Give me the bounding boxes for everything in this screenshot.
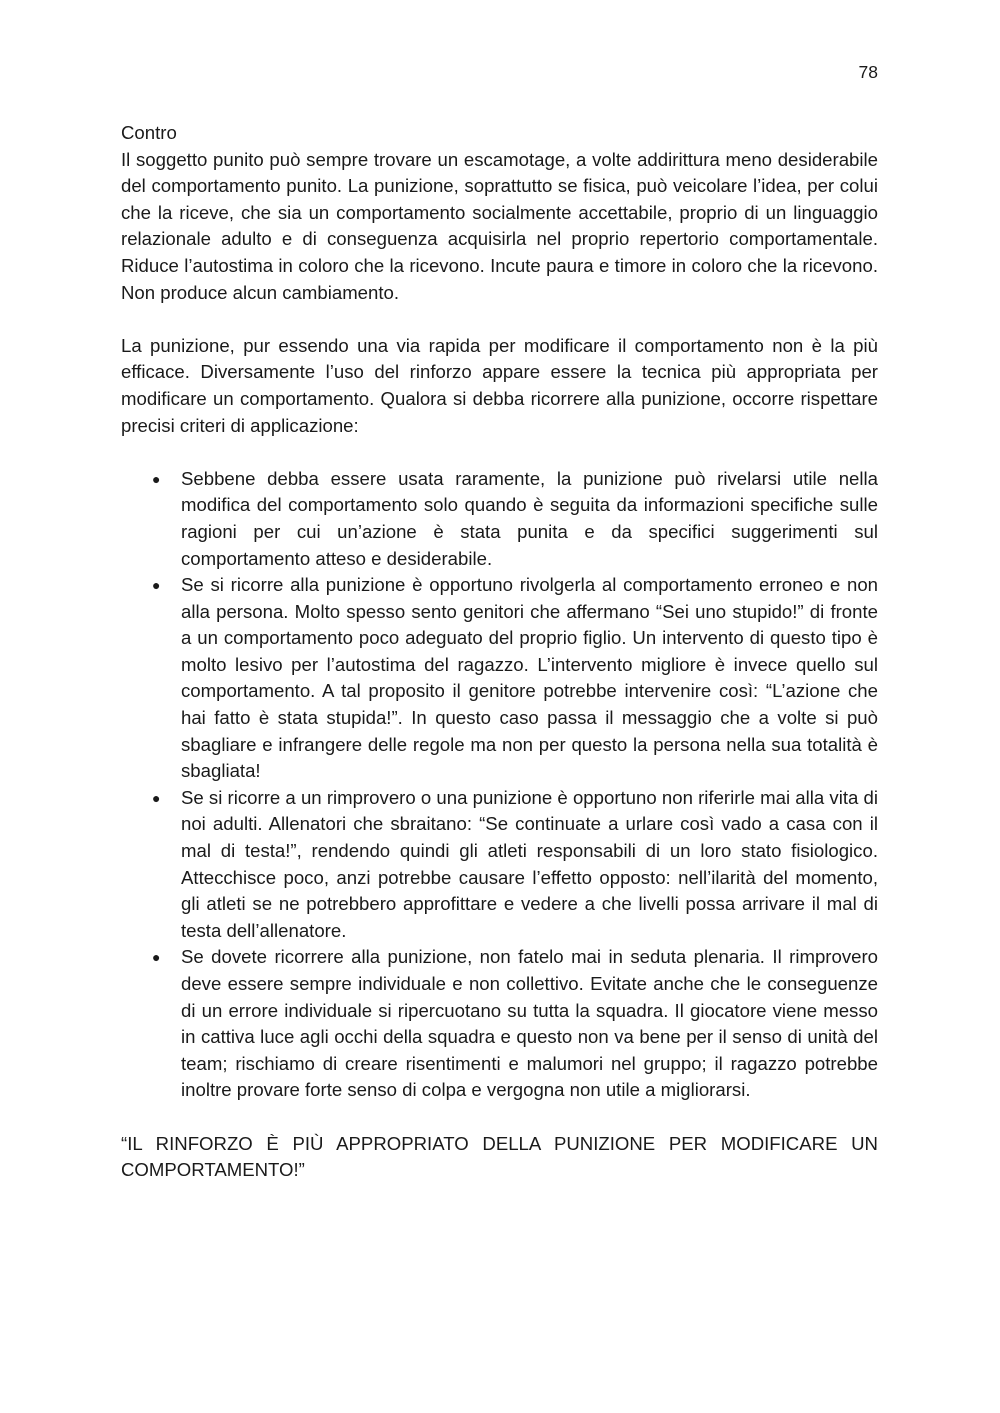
page-content bbox=[121, 120, 878, 1184]
list-item-text: Sebbene debba essere usata raramente, la punizione può rivelarsi utile nella modifica del comportamento solo quando è seguita da informazioni specifiche sulle ragioni per cui un’azione è stata punita e da specifici suggerimenti sul comportamento atteso e desiderabile. bbox=[181, 467, 878, 569]
list-item-text: Se dovete ricorrere alla punizione, non fatelo mai in seduta plenaria. Il rimprovero deve essere sempre individuale e non collettivo. Evitate anche che le conseguenze di un errore individuale si ripercuotano su tutta la squadra. Il giocatore viene messo in cattiva luce agli occhi della squadra e questo non va bene per il senso di unità del team; rischiamo di creare risentimenti e malumori nel gruppo; il ragazzo potrebbe inoltre provare forte senso di colpa e vergogna non utile a migliorarsi. bbox=[181, 946, 878, 1101]
list-item bbox=[121, 785, 878, 945]
list-item bbox=[121, 572, 878, 785]
list-item-text: Se si ricorre alla punizione è opportuno rivolgerla al comportamento erroneo e non alla persona. Molto spesso sento genitori che affermano “Sei uno stupido!” di fronte a un comportamento poco adeguato del proprio figlio. Un intervento di questo tipo è molto lesivo per l’autostima del ragazzo. L’intervento migliore è invece quello sul comportamento. A tal proposito il genitore potrebbe intervenire così: “L’azione che hai fatto è stata stupida!”. In questo caso passa il messaggio che a volte si può sbagliare e infrangere delle regole ma non per questo la persona nella sua totalità è sbagliata! bbox=[181, 574, 878, 782]
page-number: 78 bbox=[858, 62, 878, 82]
paragraph-spacer bbox=[121, 1104, 878, 1131]
paragraph-criteria-intro: La punizione, pur essendo una via rapida per modificare il comportamento non è la più efficace. Diversamente l’uso del rinforzo appare essere la tecnica più appropriata per modificare un comportamento. Qualora si debba ricorrere alla punizione, occorre rispettare precisi criteri di applicazione: bbox=[121, 334, 878, 436]
paragraph-spacer bbox=[121, 439, 878, 466]
list-item bbox=[121, 466, 878, 572]
criteria-list bbox=[121, 466, 878, 1104]
bullet-icon: ● bbox=[152, 789, 161, 806]
bullet-icon: ● bbox=[152, 470, 161, 487]
paragraph-spacer bbox=[121, 306, 878, 333]
list-item bbox=[121, 944, 878, 1104]
bullet-icon: ● bbox=[152, 577, 161, 594]
bullet-icon: ● bbox=[152, 949, 161, 966]
section-heading: Contro bbox=[121, 122, 177, 143]
paragraph-contro: Il soggetto punito può sempre trovare un escamotage, a volte addirittura meno desiderabile del comportamento punito. La punizione, soprattutto se fisica, può veicolare l’idea, per colui che la riceve, che sia un comportamento socialmente accettabile, proprio di un linguaggio relazionale adulto e di conseguenza acquisirla nel proprio repertorio comportamentale. Riduce l’autostima in coloro che la ricevono. Incute paura e timore in coloro che la ricevono. Non produce alcun cambiamento. bbox=[121, 148, 878, 303]
list-item-text: Se si ricorre a un rimprovero o una punizione è opportuno non riferirle mai alla vita di noi adulti. Allenatori che sbraitano: “Se continuate a urlare così vado a casa con il mal di testa!”, rendendo quindi gli atleti responsabili di un loro stato fisiologico. Attecchisce poco, anzi potrebbe causare l’effetto opposto: nell’ilarità del momento, gli atleti se ne potrebbero approfittare e vedere a che livelli possa arrivare il mal di testa dell’allenatore. bbox=[181, 786, 878, 941]
closing-quote: “IL RINFORZO È PIÙ APPROPRIATO DELLA PUNIZIONE PER MODIFICARE UN COMPORTAMENTO!” bbox=[121, 1132, 878, 1181]
